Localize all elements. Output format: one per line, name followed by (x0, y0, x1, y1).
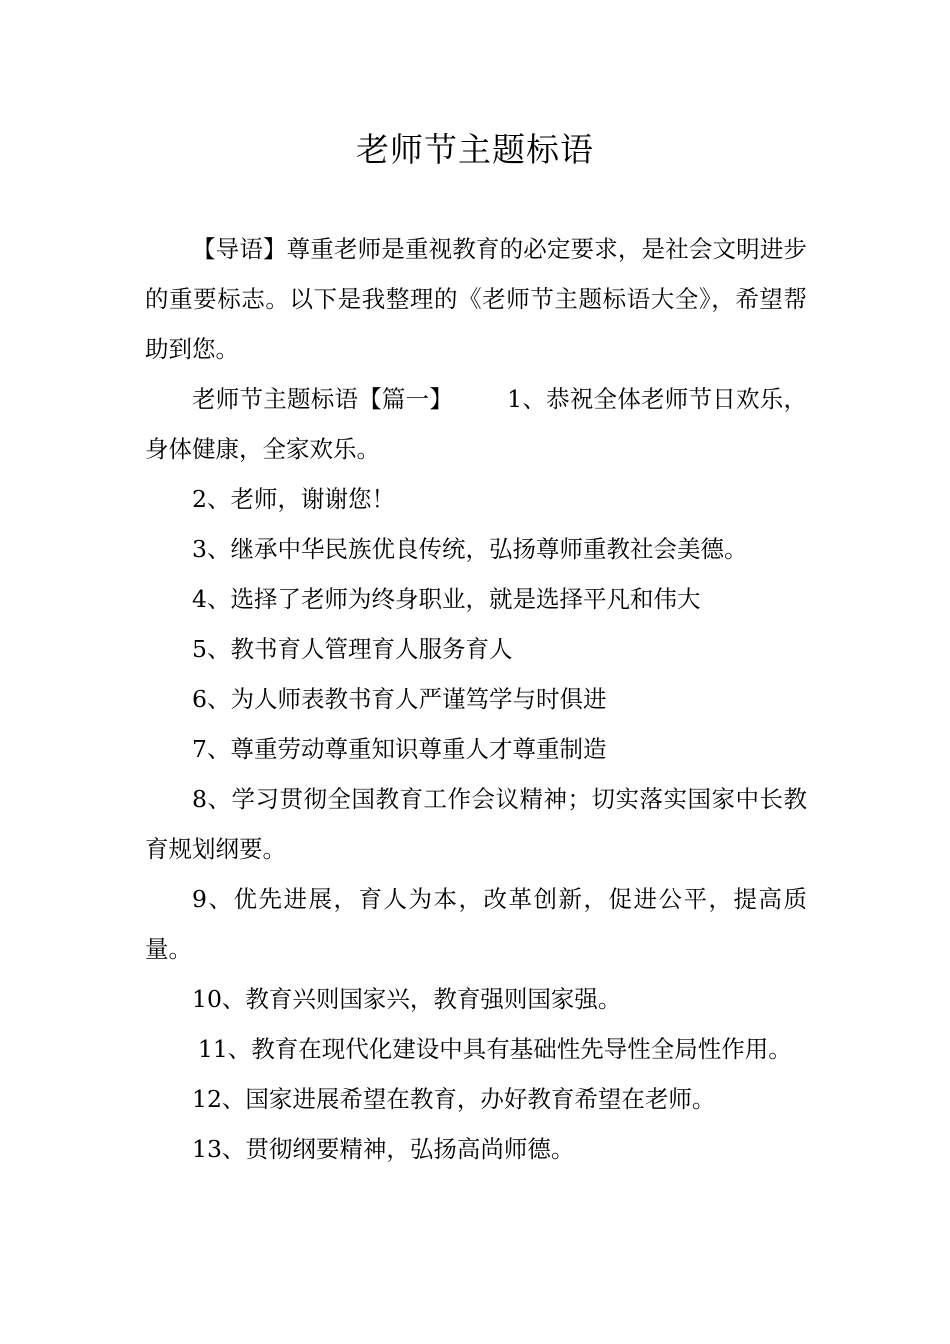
slogan-item: 13、贯彻纲要精神，弘扬高尚师德。 (192, 1135, 575, 1163)
section-paragraph (145, 374, 807, 474)
slogan-item: 9、优先进展，育人为本，改革创新，促进公平，提高质量。 (145, 885, 807, 963)
slogan-item: 7、尊重劳动尊重知识尊重人才尊重制造 (192, 735, 607, 763)
slogan-item: 3、继承中华民族优良传统，弘扬尊师重教社会美德。 (192, 535, 748, 563)
document-body (145, 224, 807, 1174)
slogan-item: 2、老师，谢谢您！ (192, 485, 395, 513)
slogan-item: 8、学习贯彻全国教育工作会议精神；切实落实国家中长教育规划纲要。 (145, 785, 807, 863)
document-title: 老师节主题标语 (356, 130, 594, 169)
intro-paragraph: 【导语】尊重老师是重视教育的必定要求，是社会文明进步的重要标志。以下是我整理的《老师节主题标语大全》，希望帮助到您。 (145, 235, 807, 363)
slogan-item: 12、国家进展希望在教育，办好教育希望在老师。 (192, 1085, 716, 1113)
section-heading: 老师节主题标语【篇一】 (192, 385, 454, 413)
slogan-item: 5、教书育人管理育人服务育人 (192, 635, 513, 663)
slogan-item: 11、教育在现代化建设中具有基础性先导性全局性作用。 (197, 1035, 792, 1063)
slogan-item: 1、恭祝全体老师节日欢乐，身体健康，全家欢乐。 (145, 385, 808, 463)
slogan-item: 10、教育兴则国家兴，教育强则国家强。 (192, 985, 622, 1013)
slogan-item: 4、选择了老师为终身职业，就是选择平凡和伟大 (192, 585, 701, 613)
slogan-item: 6、为人师表教书育人严谨笃学与时俱进 (192, 685, 607, 713)
